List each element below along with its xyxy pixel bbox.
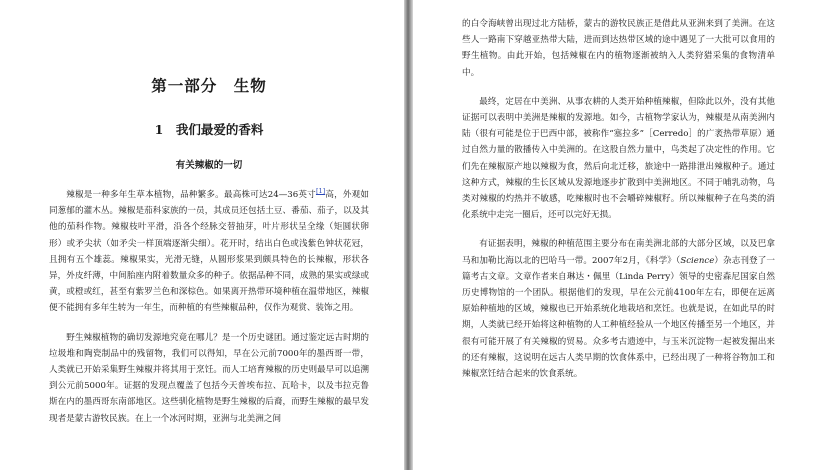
paragraph-text: 辣椒是一种多年生草本植物，品种繁多。最高株可达24—36英寸 [66, 190, 316, 200]
paragraph: 野生辣椒植物的确切发源地究竟在哪儿？是一个历史谜团。通过鉴定远古时期的垃圾堆和陶瓷制品中的残留物，我们可以得知，早在公元前7000年的墨西哥一带，人类就已开始采集野生辣椒并将其用于烹饪。而人工培育辣椒的历史则最早可以追溯到公元前5000年。证据的发现点覆盖了包括今天普埃布拉、瓦哈卡，以及韦拉克鲁斯在内的墨西哥东南部地区。这些驯化植物是野生辣椒的后裔，而野生辣椒的最早发现者是蒙古游牧民族。在上一个冰河时期，亚洲与北美洲之间 [49, 332, 369, 424]
paragraph-text: 高，外观如同葱郁的灌木丛。辣椒是茄科家族的一员，其成员还包括土豆、番茄、茄子，以及其他的茄科作物。辣椒枝叶平滑，沿各个经脉交替抽芽，叶片形状呈全缘（矩圆状卵形）或矛尖状（如矛尖一样顶端逐渐尖细）。花开时，结出白色或浅紫色钟状花冠，且拥有五个雄蕊。辣椒果实，光滑无缝，从圆形浆果到颇具特色的长辣椒，形状各异，外皮纤薄，中间胎座内附着数量众多的种子。依据品种不同，成熟的果实或绿或黄，或橙或红，甚至有紫罗兰色和深棕色。如果离开热带环境种植在温带地区，辣椒便不能拥有多年生转为一年生，而种植的有些辣椒品种，仅作为观赏、装饰之用。 [49, 190, 369, 314]
journal-name: Science [680, 255, 715, 266]
left-page [0, 0, 404, 470]
section-title: 有关辣椒的一切 [175, 160, 243, 171]
chapter-title: 1 我们最爱的香料 [154, 122, 264, 137]
footnote-link[interactable]: [1] [315, 187, 326, 196]
paragraph: 最终，定居在中美洲、从事农耕的人类开始种植辣椒，但除此以外，没有其他证据可以表明中美洲是辣椒的发源地。如今，古植物学家认为，辣椒是从南美洲内陆（很有可能是位于巴西中部，被称作“塞拉多”［Cerredo］的广袤热带草原）通过自然力量的散播传入中美洲的。在这股自然力量中，鸟类起了决定性的作用。它们先在辣椒原产地以辣椒为食，然后向北迁移，旅途中一路排泄出辣椒种子。通过这种方式，辣椒的生长区域从发源地逐步扩散到中美洲地区。不同于哺乳动物，鸟类对辣椒的灼热并不敏感，吃辣椒时也不会嚼碎辣椒籽。所以辣椒种子在鸟类的消化系统中走完一圈后，还可以完好无损。 [462, 96, 775, 221]
book-gutter [404, 0, 413, 470]
part-title: 第一部分 生物 [151, 76, 267, 95]
paragraph-text: 有证据表明，辣椒的种植范围主要分布在南美洲北部的大部分区域，以及巴拿马和加勒比海以北的巴哈马一带。2007年2月，《科学》（ [462, 239, 775, 266]
paragraph: 的白令海峡曾出现过北方陆桥，蒙古的游牧民族正是借此从亚洲来到了美洲。在这些人一路南下穿越亚热带大陆，进而到达热带区域的途中遇见了一大批可以食用的野生植物。由此开始，包括辣椒在内的植物逐渐被纳入人类狩猎采集的食物清单中。 [462, 19, 775, 78]
paragraph-text: ）杂志刊登了一篇考古文章。文章作者来自琳达・佩里（Linda Perry）领导的史密森尼国家自然历史博物馆的一个团队。根据他们的发现，早在公元前4100年左右，即便在远离原始种植地的区域，辣椒也已开始系统化地栽培和烹饪。也就是说，在如此早的时期，人类就已经开始将这种植物的人工种植经验从一个地区传播至另一个地区，并很有可能开展了有关辣椒的贸易。众多考古遗迹中，与玉米沉淀物一起被发掘出来的还有辣椒，这说明在远古人类早期的饮食体系中，已经出现了一种将谷物加工和辣椒烹饪结合起来的饮食系统。 [462, 255, 775, 380]
paragraph [49, 187, 369, 317]
paragraph [462, 236, 775, 382]
right-page [413, 0, 819, 470]
